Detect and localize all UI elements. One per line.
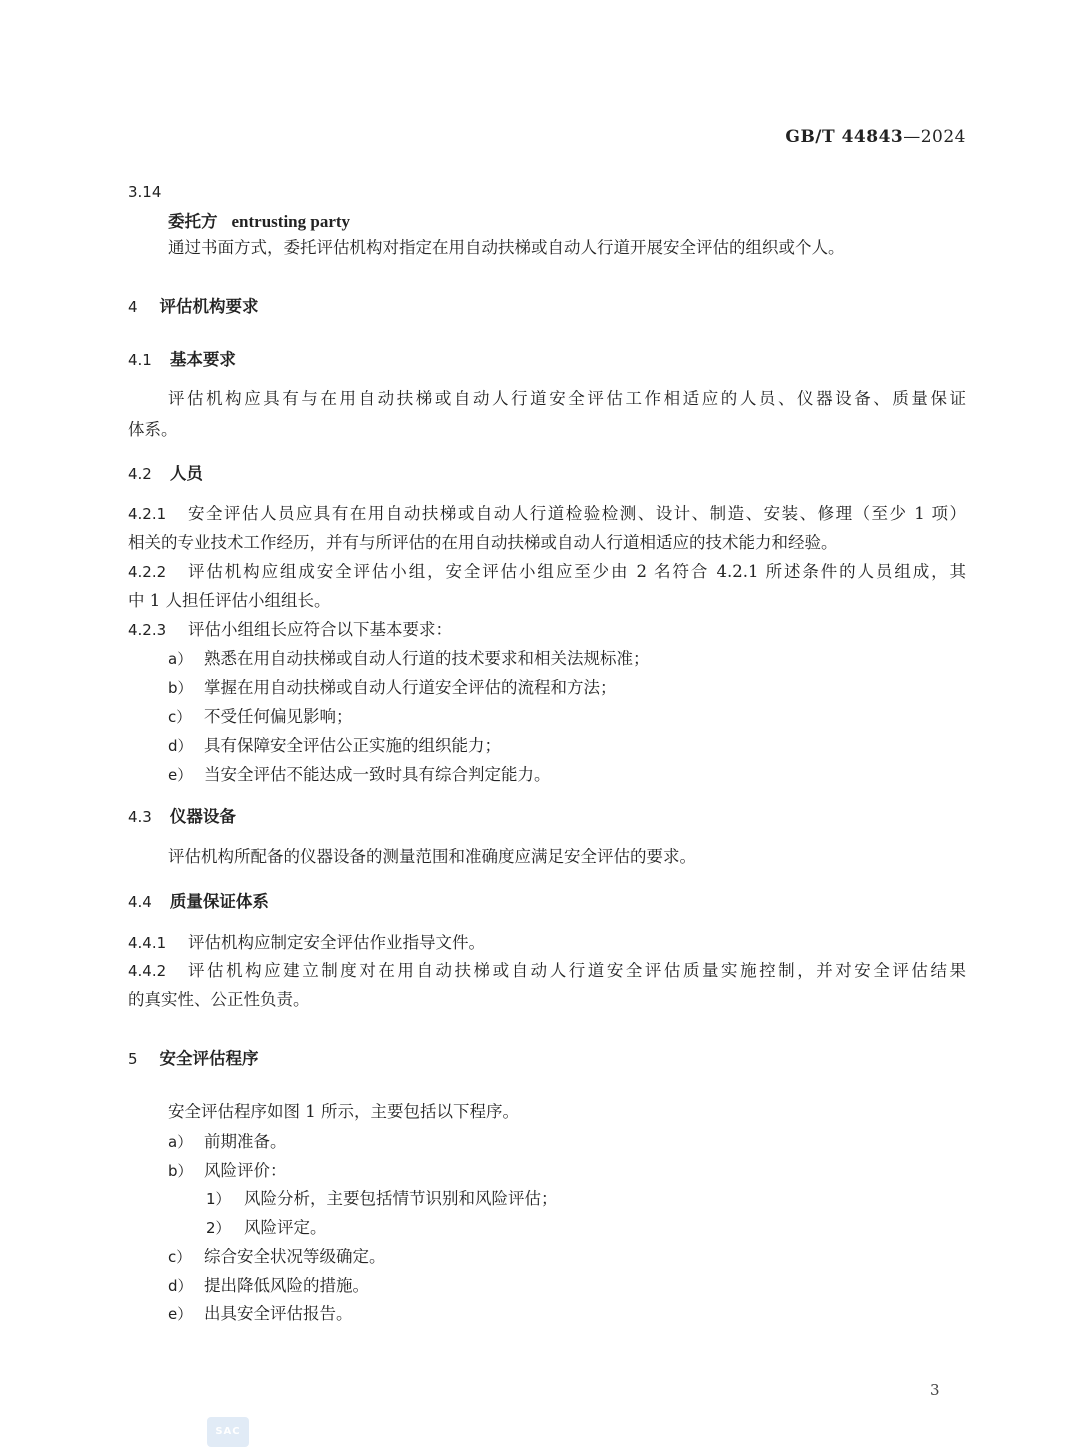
list-item [168, 648, 650, 670]
clause-number-4-2-3: 4.2.3 [128, 621, 167, 639]
section-heading-4-1 [128, 346, 236, 370]
paragraph-line: 安全评估程序如图 1 所示，主要包括以下程序。 [168, 1102, 519, 1121]
term-entry [168, 208, 350, 232]
clause-line: 评估机构应制定安全评估作业指导文件。 [188, 933, 485, 952]
section-number: 4.3 [128, 808, 152, 826]
list-item-text: 风险评定。 [244, 1218, 327, 1237]
list-item-text: 综合安全状况等级确定。 [204, 1247, 386, 1266]
section-heading-4-4 [128, 888, 269, 912]
clause-line: 相关的专业技术工作经历，并有与所评估的在用自动扶梯或自动人行道相适应的技术能力和经验。 [128, 533, 838, 552]
sub-list-item [206, 1188, 558, 1210]
list-marker: a） [168, 650, 193, 668]
standard-year: —2024 [903, 127, 966, 147]
clause-number-4-4-1: 4.4.1 [128, 934, 167, 952]
clause-line: 评估小组组长应符合以下基本要求： [188, 620, 452, 639]
list-item-text: 当安全评估不能达成一致时具有综合判定能力。 [204, 765, 551, 784]
section-number: 4.2 [128, 465, 152, 483]
standard-code-number: GB/T 44843 [785, 127, 904, 147]
list-item [168, 1131, 287, 1153]
section-title: 评估机构要求 [159, 297, 259, 316]
list-marker: 2） [206, 1219, 231, 1237]
list-marker: d） [168, 1277, 193, 1295]
page-number: 3 [930, 1381, 940, 1399]
list-item [168, 1303, 353, 1325]
clause-line: 安全评估人员应具有在用自动扶梯或自动人行道检验检测、设计、制造、安装、修理（至少 1 项） [188, 504, 966, 523]
list-marker: 1） [206, 1190, 231, 1208]
list-item [168, 1160, 287, 1182]
clause-number-3-14: 3.14 [128, 183, 162, 201]
list-item [168, 1275, 369, 1297]
section-heading-4-2 [128, 460, 203, 484]
list-item-text: 具有保障安全评估公正实施的组织能力； [204, 736, 501, 755]
list-item-text: 风险评价： [204, 1161, 287, 1180]
section-title: 安全评估程序 [159, 1049, 259, 1068]
list-marker: b） [168, 1162, 193, 1180]
sac-logo-text: SAC [215, 1426, 241, 1437]
list-marker: e） [168, 766, 193, 784]
term-english: entrusting party [231, 212, 351, 231]
section-title: 仪器设备 [169, 807, 236, 826]
list-item-text: 掌握在用自动扶梯或自动人行道安全评估的流程和方法； [204, 678, 617, 697]
section-title: 质量保证体系 [169, 892, 269, 911]
term-chinese: 委托方 [168, 212, 218, 231]
section-title: 基本要求 [169, 350, 236, 369]
list-marker: a） [168, 1133, 193, 1151]
list-item-text: 风险分析，主要包括情节识别和风险评估； [244, 1189, 558, 1208]
clause-number-4-4-2: 4.4.2 [128, 962, 167, 980]
list-marker: e） [168, 1305, 193, 1323]
sub-list-item [206, 1217, 327, 1239]
standard-code [0, 127, 966, 147]
list-item [168, 677, 617, 699]
list-item [168, 764, 551, 786]
list-item [168, 706, 353, 728]
clause-line: 评估机构应组成安全评估小组，安全评估小组应至少由 2 名符合 4.2.1 所述条件的人员组成，其 [188, 562, 966, 581]
list-item-text: 熟悉在用自动扶梯或自动人行道的技术要求和相关法规标准； [204, 649, 650, 668]
section-number: 4 [128, 298, 138, 316]
list-marker: b） [168, 679, 193, 697]
clause-line: 的真实性、公正性负责。 [128, 990, 310, 1009]
list-marker: c） [168, 1248, 192, 1266]
section-heading-5 [128, 1045, 259, 1069]
section-title: 人员 [169, 464, 203, 483]
section-number: 4.1 [128, 351, 152, 369]
clause-number-4-2-2: 4.2.2 [128, 563, 167, 581]
paragraph-line: 体系。 [128, 420, 178, 439]
list-item-text: 前期准备。 [204, 1132, 287, 1151]
paragraph-line: 评估机构所配备的仪器设备的测量范围和准确度应满足安全评估的要求。 [168, 847, 696, 866]
list-item-text: 出具安全评估报告。 [204, 1304, 353, 1323]
list-item [168, 1246, 386, 1268]
list-item [168, 735, 501, 757]
sac-logo [207, 1417, 249, 1447]
section-heading-4-3 [128, 803, 236, 827]
list-marker: c） [168, 708, 192, 726]
clause-line: 评估机构应建立制度对在用自动扶梯或自动人行道安全评估质量实施控制，并对安全评估结果 [188, 961, 966, 980]
list-item-text: 提出降低风险的措施。 [204, 1276, 369, 1295]
list-marker: d） [168, 737, 193, 755]
paragraph-line: 评估机构应具有与在用自动扶梯或自动人行道安全评估工作相适应的人员、仪器设备、质量保证 [168, 389, 966, 408]
section-heading-4 [128, 293, 259, 317]
clause-line: 中 1 人担任评估小组组长。 [128, 591, 331, 610]
clause-number-4-2-1: 4.2.1 [128, 505, 167, 523]
section-number: 5 [128, 1050, 138, 1068]
term-definition: 通过书面方式，委托评估机构对指定在用自动扶梯或自动人行道开展安全评估的组织或个人。 [168, 238, 845, 257]
list-item-text: 不受任何偏见影响； [204, 707, 353, 726]
section-number: 4.4 [128, 893, 152, 911]
